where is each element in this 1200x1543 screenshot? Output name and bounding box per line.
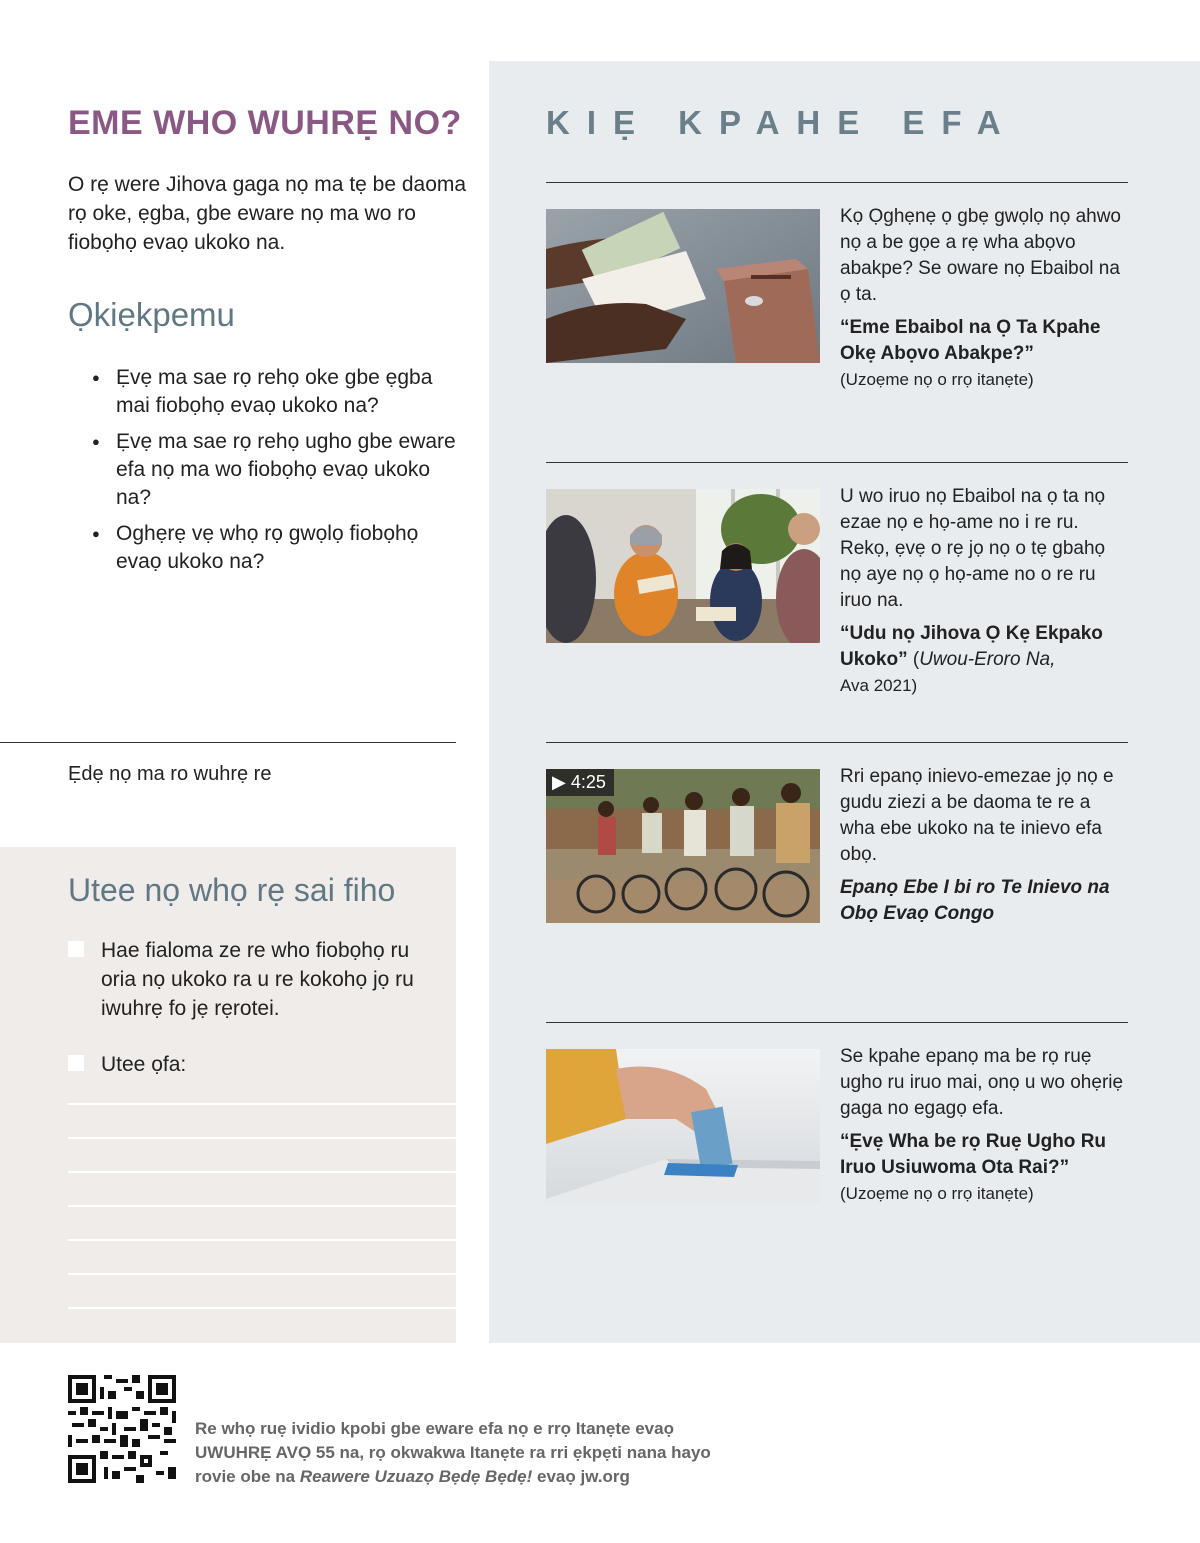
checkbox[interactable] — [68, 1055, 84, 1071]
review-question: ● Ẹvẹ ma sae rọ rehọ oke gbe ẹgba mai fiobọhọ evaọ ukoko na? — [92, 364, 462, 420]
goals-box — [0, 847, 456, 1343]
writing-line[interactable] — [68, 1137, 456, 1139]
resource-note-line: Ava 2021) — [840, 676, 918, 695]
resource-description: U wo iruo nọ Ebaibol na ọ ta nọ ezae nọ e họ-ame no i re ru. Rekọ, ẹvẹ o rẹ jọ nọ o tẹ gbahọ nọ aye nọ ọ họ-ame no o re ru iruo na. — [840, 486, 1106, 611]
writing-line[interactable] — [68, 1171, 456, 1173]
bicycles-congregation-video[interactable] — [546, 769, 820, 923]
resource-note: (Uzoẹme nọ o rrọ itanẹte) — [840, 1184, 1034, 1203]
resource-divider — [546, 742, 1128, 743]
review-question: ● Ẹvẹ ma sae rọ rehọ ugho gbe eware efa nọ ma wo fiobọhọ evaọ ukoko na? — [92, 428, 462, 512]
footer-instructions — [195, 1417, 735, 1489]
footer-text-2: evaọ jw.org — [532, 1467, 630, 1486]
date-divider — [0, 742, 456, 743]
video-duration-badge — [546, 769, 614, 796]
resource-text — [840, 1044, 1130, 1207]
resource-link-title[interactable] — [840, 621, 1130, 673]
goal-checkbox-item[interactable] — [68, 936, 438, 1023]
goal-checkbox-other[interactable] — [68, 1050, 438, 1079]
checkbox[interactable] — [68, 941, 84, 957]
more-resources-title: KIẸ KPAHE EFA — [546, 104, 1018, 141]
resource-link-title[interactable]: Epanọ Ebe I bi ro Te Inievo na Obọ Evaọ Congo — [840, 877, 1110, 924]
lesson-question-title: EME WHO WUHRẸ NO? — [68, 104, 462, 142]
intro-paragraph: O rẹ were Jihova gaga nọ ma tẹ be daoma rọ oke, ẹgba, gbe eware nọ ma wo ro fiobọhọ evaọ ukoko na. — [68, 173, 467, 254]
writing-line[interactable] — [68, 1205, 456, 1207]
video-duration: 4:25 — [570, 772, 606, 792]
resource-divider — [546, 1022, 1128, 1023]
review-question: ● Oghẹrẹ vẹ whọ rọ gwọlọ fiobọhọ evaọ ukoko na? — [92, 520, 462, 576]
resource-divider — [546, 182, 1128, 183]
resource-description: Kọ Ọghẹnẹ ọ gbẹ gwọlọ nọ ahwo nọ a be gọe a rẹ wha abọvo abakpe? Se oware nọ Ebaibol na ọ ta. — [840, 206, 1121, 305]
donation-slot-image[interactable] — [546, 1049, 820, 1203]
resource-text — [840, 764, 1130, 927]
writing-line[interactable] — [68, 1307, 456, 1309]
play-icon: ▶ — [552, 772, 566, 792]
donation-envelope-box-image[interactable] — [546, 209, 820, 363]
resource-source: (Uwou-Eroro Na, — [912, 649, 1056, 670]
qr-code[interactable] — [68, 1375, 176, 1483]
resource-text — [840, 204, 1130, 393]
review-heading: Ọkiẹkpemu — [68, 296, 235, 333]
resource-title-text: “Udu nọ Jihova Ọ Kẹ Ekpako Ukoko” — [840, 623, 1103, 670]
writing-line[interactable] — [68, 1273, 456, 1275]
resource-description: Se kpahe epanọ ma be rọ ruẹ ugho ru iruo mai, onọ u wo ohẹriẹ gaga no egagọ efa. — [840, 1046, 1124, 1119]
resource-link-title[interactable]: “Eme Ebaibol na Ọ Ta Kpahe Okẹ Abọvo Abakpe?” — [840, 317, 1101, 364]
bible-study-group-image[interactable] — [546, 489, 820, 643]
writing-line[interactable] — [68, 1239, 456, 1241]
goal-text: Hae fialoma ze re who fiobọhọ ru oria nọ ukoko ra u re kokohọ jọ ru iwuhrẹ fo jẹ rẹrotei. — [101, 939, 414, 1020]
goals-heading: Utee nọ whọ rẹ sai fiho — [68, 872, 396, 908]
footer-book-title: Reawere Uzuazọ Bẹdẹ Bẹdẹ! — [299, 1467, 533, 1486]
goal-text: Utee ọfa: — [101, 1053, 187, 1076]
footer-text-1: Re whọ ruẹ ividio kpobi gbe eware efa nọ e rrọ Itanẹte evaọ UWUHRẸ AVỌ 55 na, rọ okwakwa Itanẹte ra rri ẹkpẹti nana hayo rovie obe na — [195, 1419, 711, 1486]
resource-description: Rri epanọ inievo-emezae jọ nọ e gudu ziezi a be daoma te re a wha ebe ukoko na te inievo efa obọ. — [840, 766, 1114, 865]
resource-link-title[interactable]: “Ẹvẹ Wha be rọ Ruẹ Ugho Ru Iruo Usiuwoma Ota Rai?” — [840, 1131, 1107, 1178]
resource-text — [840, 484, 1130, 699]
writing-line[interactable] — [68, 1103, 456, 1105]
date-studied-label: Ẹdẹ nọ ma ro wuhrẹ re — [68, 763, 272, 785]
review-questions — [92, 364, 462, 584]
resource-divider — [546, 462, 1128, 463]
resource-note: (Uzoẹme nọ o rrọ itanẹte) — [840, 370, 1034, 389]
